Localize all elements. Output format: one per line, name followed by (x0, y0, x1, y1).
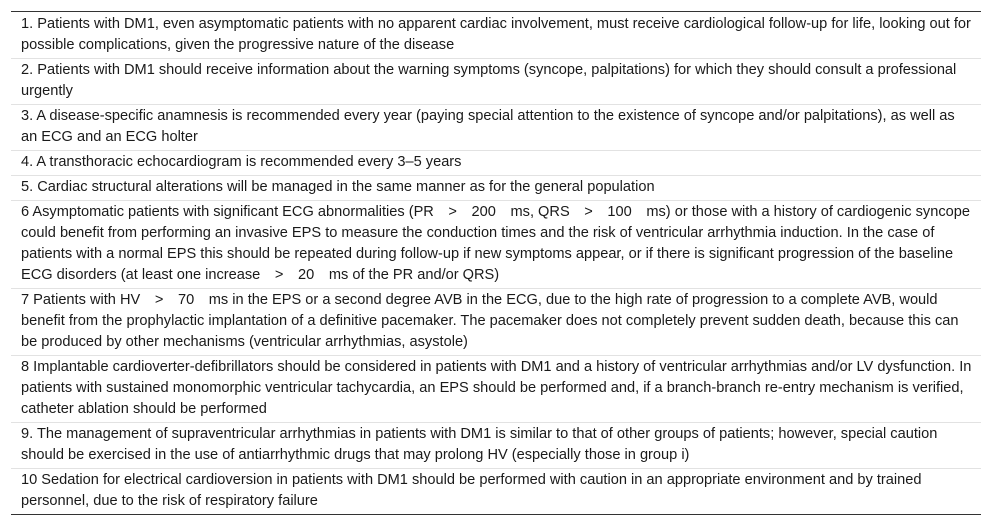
table-row (11, 288, 981, 355)
table-row (11, 104, 981, 150)
recommendation-cell-3: 3. A disease-specific anamnesis is recommended every year (paying special attention to the existence of syncope and/or palpitations), as well as an ECG and an ECG holter (11, 104, 981, 150)
recommendation-cell-10: 10 Sedation for electrical cardioversion in patients with DM1 should be performed with caution in an appropriate environment and by trained personnel, due to the risk of respiratory failure (21, 472, 922, 509)
table-row (11, 58, 981, 104)
table-row (11, 200, 981, 288)
recommendation-cell-4: 4. A transthoracic echocardiogram is recommended every 3–5 years (11, 150, 981, 175)
table-row (11, 422, 981, 468)
recommendation-cell-9: 9. The management of supraventricular arrhythmias in patients with DM1 is similar to that of other groups of patients; however, special caution should be exercised in the use of antiarrhythmic drugs that may prolong HV (especially those in group i) (11, 422, 981, 468)
recommendation-cell-1: 1. Patients with DM1, even asymptomatic patients with no apparent cardiac involvement, must receive cardiological follow-up for life, looking out for possible complications, given the progressive nature of the disease (11, 12, 981, 58)
recommendation-cell-7: 7 Patients with HV > 70 ms in the EPS or a second degree AVB in the ECG, due to the high rate of progression to a complete AVB, would benefit from the prophylactic implantation of a definitive pacemaker. The pacemaker does not completely prevent sudden death, because this can be produced by other mechanisms (ventricular arrhythmias, asystole) (11, 288, 981, 355)
recommendation-cell-8: 8 Implantable cardioverter-defibrillators should be considered in patients with DM1 and a history of ventricular arrhythmias and/or LV dysfunction. In patients with sustained monomorphic ventricular tachycardia, an EPS should be performed and, if a branch-branch re-entry mechanism is verified, catheter ablation should be performed (11, 355, 981, 422)
recommendation-cell-5: 5. Cardiac structural alterations will be managed in the same manner as for the general population (11, 175, 981, 200)
table-row (11, 468, 981, 514)
recommendations-table (11, 12, 981, 514)
table-row (11, 150, 981, 175)
table-row (11, 355, 981, 422)
table-row (11, 12, 981, 58)
recommendations-table-container (11, 11, 981, 515)
recommendation-cell-2: 2. Patients with DM1 should receive information about the warning symptoms (syncope, palpitations) for which they should consult a professional urgently (11, 58, 981, 104)
table-row (11, 175, 981, 200)
recommendation-cell-6: 6 Asymptomatic patients with significant ECG abnormalities (PR > 200 ms, QRS > 100 ms) or those with a history of cardiogenic syncope could benefit from performing an invasive EPS to measure the conduction times and the risk of ventricular arrhythmia induction. In the case of patients with a normal EPS this should be repeated during follow-up if new symptoms appear, or if there is significant progression of the baseline ECG disorders (at least one increase > 20 ms of the PR and/or QRS) (11, 200, 981, 288)
